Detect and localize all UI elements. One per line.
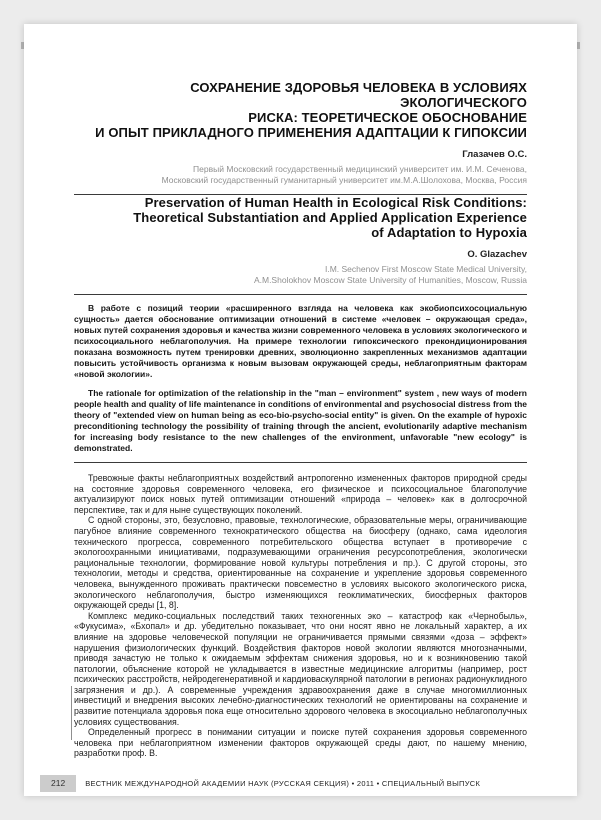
body-paragraph-2: С одной стороны, это, безусловно, правовые, технологические, образовательные меры, ограничивающие пагубное влияние современного технократического общества на биосферу (однако, сама идеология технического прогресса, современного потребительского общества вступает в противоречие с экологоохранными инициативами, подразумевающими ограничения ресурсопотребления, экологически рациональные технологии, формирование новой культуры потребления и пр.). С другой стороны, это технологии, методы и средства, ориентированные на сохранение и укрепление здоровья современного человека, вынужденного проживать практически повсеместно в условиях высокого экологического риска, экологического неблагополучия, быстро изменяющихся геоклиматических, биосферных факторов окружающей среды [1, 8]. <box>74 515 527 611</box>
journal-title: ВЕСТНИК МЕЖДУНАРОДНОЙ АКАДЕМИИ НАУК (РУССКАЯ СЕКЦИЯ) • 2011 • СПЕЦИАЛЬНЫЙ ВЫПУСК <box>85 779 481 788</box>
page-number: 212 <box>40 775 76 792</box>
page-footer <box>40 775 553 792</box>
journal-page <box>24 24 577 796</box>
affiliation-russian-line-1: Первый Московский государственный медицинский университет им. И.М. Сеченова, <box>193 164 527 174</box>
margin-line <box>71 686 72 740</box>
abstract-russian: В работе с позиций теории «расширенного взгляда на человека как экобиопсихосоциальную сущность» дается обоснование оптимизации отношений в системе «человек – окружающая среда», новых путей сохранения здоровья и качества жизни современного человека в условиях экологического и психосоциального неблагополучия. На примере технологии гипоксического прекондиционирования показана возможность путем тренировки древних, эволюционно закрепленных механизмов адаптации повысить устойчивость организма к новым вызовам окружающей среды, неблагоприятным факторам «новой экологии». <box>74 303 527 379</box>
abstract-english: The rationale for optimization of the relationship in the "man – environment" system , new ways of modern people health and quality of life maintenance in conditions of environmental and psychosocial distress from the theory of "extended view on human being as eco-bio-psycho-social entity" is given. On the example of hypoxic preconditioning technology the possibility of training through the ancient, evolutionarily adaptive mechanism for increasing body resistance to the new challenges of the environment, unfavorable "new ecology" is demonstrated. <box>74 388 527 453</box>
title-russian-line-2: РИСКА: ТЕОРЕТИЧЕСКОЕ ОБОСНОВАНИЕ <box>248 110 527 125</box>
affiliation-english-line-1: I.M. Sechenov First Moscow State Medical University, <box>324 264 527 274</box>
title-english-line-3: of Adaptation to Hypoxia <box>371 225 527 240</box>
affiliation-russian-line-2: Московский государственный гуманитарный университет им.М.А.Шолохова, Москва, Россия <box>161 175 527 185</box>
author-english: O. Glazachev <box>467 249 527 260</box>
article-title-russian <box>74 80 527 140</box>
body-paragraph-3: Комплекс медико-социальных последствий таких техногенных эко – катастроф как «Чернобыль», «Фукусима», «Бхопал» и др. убедительно показывает, что они носят явно не локальный характер, а их влияние на здоровье человеческой популяции не ограничивается прямыми связями «доза – эффект» нарушения физиологических функций. Воздействия факторов новой экологии являются многозначными, приводя зачастую не только к ожидаемым эффектам снижения здоровья, но и к возникновению такой патологии, объяснение которой не укладывается в известные медицинские алгоритмы (например, рост психических расстройств, нейродегенеративной и кардиоваскулярной патологии в регионах радионуклидного загрязнения и др.). А современные учреждения здравоохранения даже в случае многомиллионных инвестиций и внедрения высоких лечебно-диагностических технологий не ориентированы на сохранение и развитие потенциала здоровья пока еще относительно здорового человека в экосоциально неблагополучных условиях существования. <box>74 610 527 727</box>
title-english-line-1: Preservation of Human Health in Ecological Risk Conditions: <box>144 195 527 210</box>
divider-before-abstract <box>74 294 527 295</box>
title-russian-line-1: СОХРАНЕНИЕ ЗДОРОВЬЯ ЧЕЛОВЕКА В УСЛОВИЯХ ЭКОЛОГИЧЕСКОГО <box>190 80 527 110</box>
title-english-line-2: Theoretical Substantiation and Applied Application Experience <box>133 210 527 225</box>
affiliation-russian <box>74 164 527 186</box>
title-russian-line-3: И ОПЫТ ПРИКЛАДНОГО ПРИМЕНЕНИЯ АДАПТАЦИИ К ГИПОКСИИ <box>95 125 527 140</box>
affiliation-english <box>74 264 527 286</box>
body-paragraph-1: Тревожные факты неблагоприятных воздействий антропогенно измененных факторов природной среды на состояние здоровья современного человека, его физическое и психосоциальное благополучие актуализируют поиск новых путей оптимизации отношений «природа – человек» как в долгосрочной перспективе, так и для ныне существующих поколений. <box>74 473 527 515</box>
affiliation-english-line-2: A.M.Sholokhov Moscow State University of Humanities, Moscow, Russia <box>253 275 527 285</box>
article-title-english <box>74 195 527 240</box>
body-paragraph-4: Определенный прогресс в понимании ситуации и поиске путей сохранения здоровья современного человека при неблагоприятном изменении факторов окружающей среды дают, по нашему мнению, разработки проф. В. <box>74 727 527 759</box>
article-body <box>74 473 527 759</box>
author-russian: Глазачев О.С. <box>462 149 527 160</box>
divider-after-abstract <box>74 462 527 463</box>
